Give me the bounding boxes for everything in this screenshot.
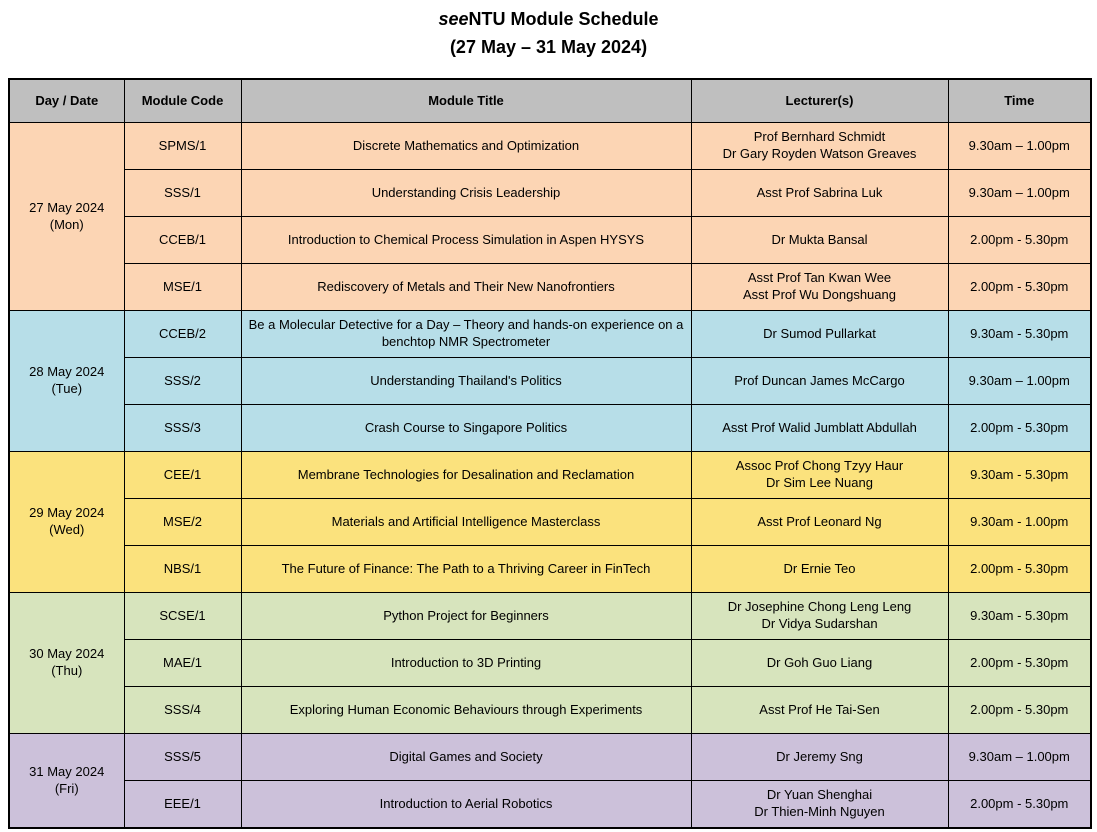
table-row (9, 452, 1091, 499)
table-row (9, 264, 1091, 311)
lecturers-cell (691, 499, 948, 546)
module-code-cell: MSE/2 (124, 499, 241, 546)
module-title-cell: Understanding Crisis Leadership (241, 170, 691, 217)
lecturers-cell (691, 358, 948, 405)
table-row (9, 123, 1091, 170)
time-cell: 2.00pm - 5.30pm (948, 687, 1091, 734)
lecturer-name: Dr Thien-Minh Nguyen (754, 804, 885, 820)
lecturer-name: Asst Prof Tan Kwan Wee (747, 270, 892, 286)
day-name: (Fri) (54, 780, 79, 796)
time-cell: 9.30am - 1.00pm (948, 499, 1091, 546)
lecturers-cell (691, 217, 948, 264)
module-code-cell: SCSE/1 (124, 593, 241, 640)
module-title-cell: Introduction to Aerial Robotics (241, 781, 691, 828)
module-code-cell: MAE/1 (124, 640, 241, 687)
lecturers-cell (691, 405, 948, 452)
time-cell: 2.00pm - 5.30pm (948, 405, 1091, 452)
lecturer-name: Asst Prof Walid Jumblatt Abdullah (722, 419, 917, 435)
lecturer-name: Dr Vidya Sudarshan (761, 616, 878, 632)
module-code-cell: CCEB/1 (124, 217, 241, 264)
lecturer-name: Dr Goh Guo Liang (766, 654, 873, 670)
table-row (9, 358, 1091, 405)
header-row (9, 79, 1091, 123)
table-row (9, 593, 1091, 640)
lecturer-name: Dr Gary Royden Watson Greaves (722, 146, 917, 162)
day-date: 30 May 2024 (29, 646, 105, 662)
time-cell: 9.30am - 5.30pm (948, 452, 1091, 499)
table-row (9, 546, 1091, 593)
time-cell: 9.30am – 1.00pm (948, 170, 1091, 217)
schedule-table-body (9, 123, 1091, 828)
module-title-cell: Understanding Thailand's Politics (241, 358, 691, 405)
table-row (9, 170, 1091, 217)
module-code-cell: NBS/1 (124, 546, 241, 593)
table-row (9, 217, 1091, 264)
time-cell: 2.00pm - 5.30pm (948, 546, 1091, 593)
time-cell: 2.00pm - 5.30pm (948, 640, 1091, 687)
module-code-cell: EEE/1 (124, 781, 241, 828)
module-title-cell: Be a Molecular Detective for a Day – Theory and hands-on experience on a benchtop NMR Spectrometer (241, 311, 691, 358)
table-row (9, 311, 1091, 358)
lecturer-name: Dr Yuan Shenghai (766, 787, 873, 803)
lecturer-name: Dr Sumod Pullarkat (763, 325, 876, 341)
module-code-cell: CCEB/2 (124, 311, 241, 358)
module-title-cell: Materials and Artificial Intelligence Masterclass (241, 499, 691, 546)
lecturer-name: Asst Prof Sabrina Luk (756, 184, 883, 200)
lecturer-name: Dr Ernie Teo (783, 560, 856, 576)
header-module-title: Module Title (241, 79, 691, 123)
page-title-rest: NTU Module Schedule (468, 9, 659, 29)
lecturer-name: Dr Mukta Bansal (771, 231, 868, 247)
page-title-block (0, 0, 1097, 62)
lecturers-cell (691, 687, 948, 734)
lecturer-name: Prof Duncan James McCargo (734, 372, 905, 388)
module-code-cell: SSS/1 (124, 170, 241, 217)
day-date: 28 May 2024 (29, 364, 105, 380)
header-lecturers: Lecturer(s) (691, 79, 948, 123)
lecturers-cell (691, 546, 948, 593)
page-title-italic: see (438, 9, 469, 29)
table-row (9, 687, 1091, 734)
module-title-cell: Exploring Human Economic Behaviours through Experiments (241, 687, 691, 734)
day-date-cell (9, 734, 124, 828)
module-title-cell: Rediscovery of Metals and Their New Nanofrontiers (241, 264, 691, 311)
time-cell: 2.00pm - 5.30pm (948, 264, 1091, 311)
module-code-cell: SSS/4 (124, 687, 241, 734)
module-title-cell: Crash Course to Singapore Politics (241, 405, 691, 452)
day-date-cell (9, 123, 124, 311)
time-cell: 9.30am – 1.00pm (948, 358, 1091, 405)
module-code-cell: SSS/3 (124, 405, 241, 452)
day-name: (Wed) (49, 522, 85, 538)
module-code-cell: CEE/1 (124, 452, 241, 499)
day-name: (Mon) (49, 216, 84, 232)
table-row (9, 640, 1091, 687)
lecturer-name: Asst Prof Wu Dongshuang (743, 287, 896, 303)
module-code-cell: SPMS/1 (124, 123, 241, 170)
day-name: (Thu) (51, 663, 83, 679)
day-date-cell (9, 593, 124, 734)
day-date-cell (9, 311, 124, 452)
header-module-code: Module Code (124, 79, 241, 123)
schedule-table-header (9, 79, 1091, 123)
page-title (0, 6, 1097, 34)
module-title-cell: Membrane Technologies for Desalination and Reclamation (241, 452, 691, 499)
lecturer-name: Dr Jeremy Sng (776, 748, 863, 764)
module-title-cell: The Future of Finance: The Path to a Thriving Career in FinTech (241, 546, 691, 593)
lecturers-cell (691, 311, 948, 358)
lecturers-cell (691, 123, 948, 170)
time-cell: 2.00pm - 5.30pm (948, 781, 1091, 828)
module-code-cell: MSE/1 (124, 264, 241, 311)
day-date: 27 May 2024 (29, 199, 105, 215)
module-code-cell: SSS/5 (124, 734, 241, 781)
day-date-cell (9, 452, 124, 593)
time-cell: 9.30am – 1.00pm (948, 123, 1091, 170)
lecturers-cell (691, 734, 948, 781)
lecturer-name: Dr Sim Lee Nuang (766, 475, 873, 491)
header-time: Time (948, 79, 1091, 123)
lecturers-cell (691, 170, 948, 217)
module-title-cell: Introduction to 3D Printing (241, 640, 691, 687)
page-subtitle: (27 May – 31 May 2024) (449, 36, 648, 57)
day-date: 29 May 2024 (29, 505, 105, 521)
module-title-cell: Discrete Mathematics and Optimization (241, 123, 691, 170)
time-cell: 9.30am - 5.30pm (948, 593, 1091, 640)
table-row (9, 781, 1091, 828)
lecturers-cell (691, 640, 948, 687)
module-title-cell: Digital Games and Society (241, 734, 691, 781)
lecturer-name: Asst Prof He Tai-Sen (759, 701, 880, 717)
lecturer-name: Prof Bernhard Schmidt (753, 129, 886, 145)
schedule-table (8, 78, 1092, 829)
lecturers-cell (691, 593, 948, 640)
lecturer-name: Dr Josephine Chong Leng Leng (727, 599, 912, 615)
day-name: (Tue) (51, 381, 83, 397)
time-cell: 9.30am - 5.30pm (948, 311, 1091, 358)
module-title-cell: Introduction to Chemical Process Simulation in Aspen HYSYS (241, 217, 691, 264)
time-cell: 9.30am – 1.00pm (948, 734, 1091, 781)
header-day-date: Day / Date (9, 79, 124, 123)
day-date: 31 May 2024 (29, 763, 105, 779)
lecturers-cell (691, 264, 948, 311)
module-title-cell: Python Project for Beginners (241, 593, 691, 640)
lecturer-name: Assoc Prof Chong Tzyy Haur (735, 458, 904, 474)
time-cell: 2.00pm - 5.30pm (948, 217, 1091, 264)
lecturers-cell (691, 452, 948, 499)
table-row (9, 734, 1091, 781)
lecturers-cell (691, 781, 948, 828)
table-row (9, 499, 1091, 546)
module-code-cell: SSS/2 (124, 358, 241, 405)
lecturer-name: Asst Prof Leonard Ng (757, 513, 882, 529)
table-row (9, 405, 1091, 452)
